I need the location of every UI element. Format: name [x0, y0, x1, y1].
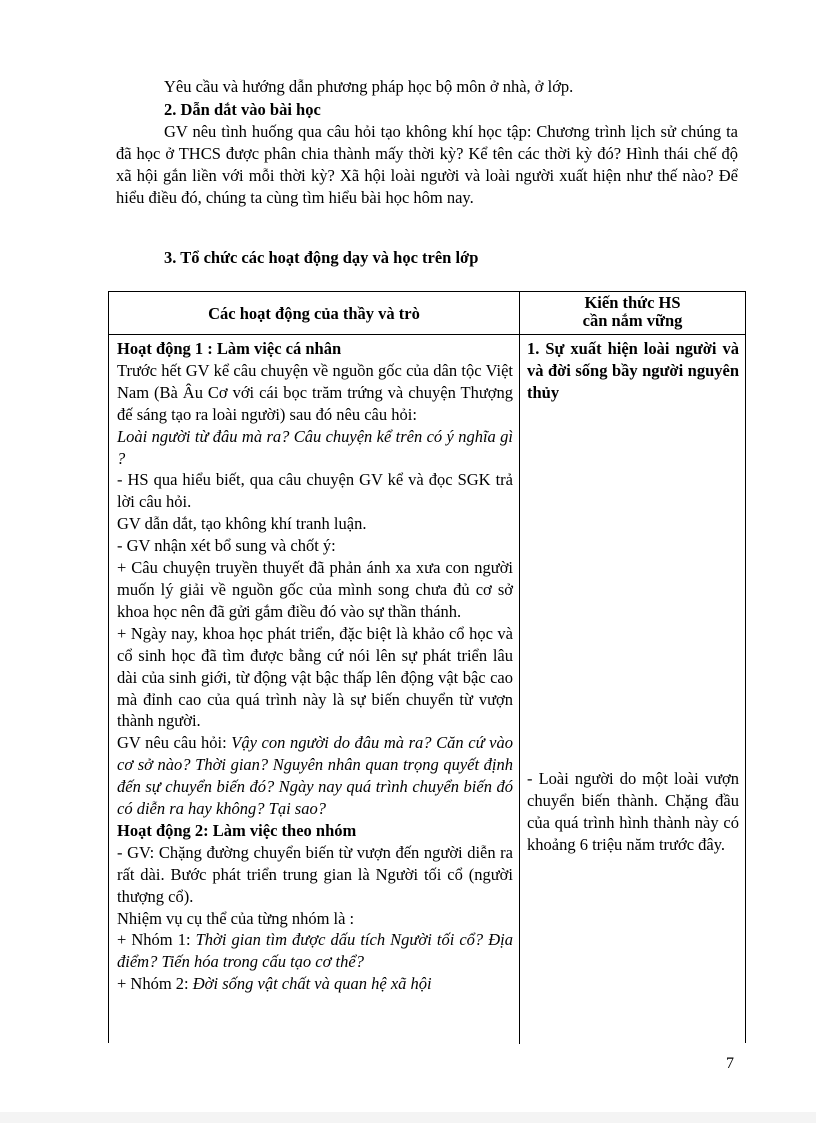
intro-line: Yêu cầu và hướng dẫn phương pháp học bộ môn ở nhà, ở lớp. — [164, 77, 574, 96]
activity-1-text: + Ngày nay, khoa học phát triển, đặc biệt là khảo cổ học và cổ sinh học đã tìm được bằng cứ nói lên sự phát triển lâu dài của sinh giới, từ động vật bậc thấp lên động vật bậc cao mà đỉnh cao của quá trình này là sự biến chuyển từ vượn thành người. — [117, 623, 513, 731]
header-knowledge-line2: cần nắm vững — [582, 311, 683, 330]
table-header-row — [109, 292, 745, 335]
page-footer-band — [0, 1112, 816, 1123]
section-heading-3: 3. Tổ chức các hoạt động dạy và học trên lớp — [164, 248, 479, 267]
activity-2-title: Hoạt động 2: Làm việc theo nhóm — [117, 820, 357, 840]
activity-1-title: Hoạt động 1 : Làm việc cá nhân — [117, 339, 342, 358]
activity-1-text: - HS qua hiểu biết, qua câu chuyện GV kể và đọc SGK trả lời câu hỏi. — [117, 470, 513, 512]
section-heading-2: 2. Dẫn dắt vào bài học — [164, 100, 321, 119]
intro-paragraph: GV nêu tình huống qua câu hỏi tạo không khí học tập: Chương trình lịch sử chúng ta đã học ở THCS được phân chia thành mấy thời kỳ? Kể tên các thời kỳ đó? Hình thái chế độ xã hội gắn liền với mỗi thời kỳ? Xã hội loài người và loài người xuất hiện như thế nào? Để hiểu điều đó, chúng ta cùng tìm hiểu bài học hôm nay. — [116, 122, 738, 207]
activity-1-text: + Câu chuyện truyền thuyết đã phản ánh xa xưa con người muốn lý giải về nguồn gốc của mình song chưa đủ cơ sở khoa học nên đã gửi gắm điều đó vào sự thần thánh. — [117, 558, 513, 621]
group-2-task — [117, 973, 513, 995]
column-divider — [519, 292, 520, 1044]
activities-cell — [117, 338, 513, 995]
header-activities: Các hoạt động của thầy và trò — [208, 304, 420, 323]
questions-lead: GV nêu câu hỏi: — [117, 733, 232, 753]
knowledge-point-2: - Loài người do một loài vượn chuyển biến thành. Chặng đầu của quá trình hình thành này có khoảng 6 triệu năm trước đây. — [527, 769, 739, 854]
group-1-text: Thời gian tìm được dấu tích Người tối cổ? Địa điểm? Tiến hóa trong cấu tạo cơ thể? — [117, 930, 513, 972]
knowledge-point-1: 1. Sự xuất hiện loài người và và đời sống bầy người nguyên thủy — [527, 339, 739, 402]
activities-table — [108, 291, 746, 1043]
header-knowledge — [520, 294, 745, 330]
page-number: 7 — [726, 1055, 734, 1072]
questions-text: Vậy con người do đâu mà ra? Căn cứ vào cơ sở nào? Thời gian? Nguyên nhân quan trọng quyết định đến sự chuyển biến đó? Ngày nay quá trình chuyển biến đó có diễn ra hay không? Tại sao? — [117, 733, 513, 819]
header-knowledge-line1: Kiến thức HS — [584, 293, 681, 312]
group-1-lead: + Nhóm 1: — [117, 930, 196, 950]
activity-1-questions — [117, 732, 513, 820]
activity-1-question: Loài người từ đâu mà ra? Câu chuyện kể trên có ý nghĩa gì ? — [117, 426, 513, 468]
group-2-lead: + Nhóm 2: — [117, 974, 193, 994]
activity-2-text: - GV: Chặng đường chuyển biến từ vượn đến người diễn ra rất dài. Bước phát triển trung gian là Người tối cổ (người thượng cổ). — [117, 842, 513, 906]
activity-2-text: Nhiệm vụ cụ thể của từng nhóm là : — [117, 908, 355, 928]
activity-1-text: - GV nhận xét bổ sung và chốt ý: — [117, 536, 336, 556]
group-2-text: Đời sống vật chất và quan hệ xã hội — [192, 974, 432, 994]
activity-1-text: GV dẫn dắt, tạo không khí tranh luận. — [117, 514, 367, 534]
activity-1-text: Trước hết GV kể câu chuyện về nguồn gốc của dân tộc Việt Nam (Bà Âu Cơ với cái bọc trăm trứng và chuyện Thượng đế sáng tạo ra loài người) sau đó nêu câu hỏi: — [117, 360, 513, 424]
group-1-task — [117, 929, 513, 973]
